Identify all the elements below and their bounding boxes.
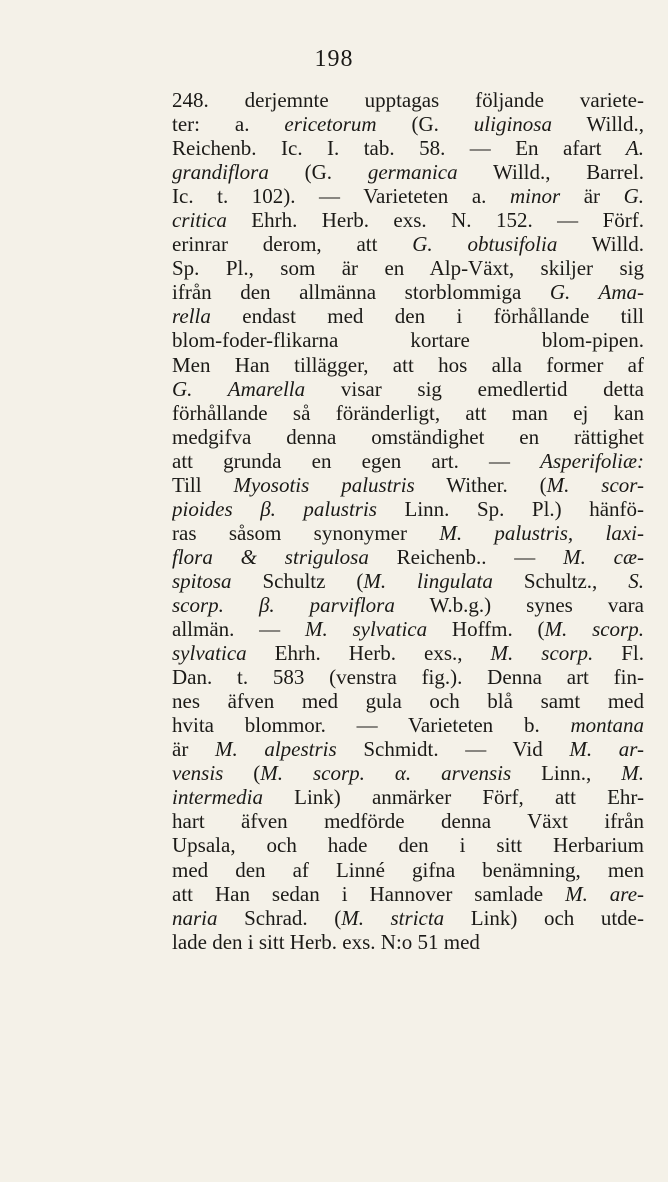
italic-segment: G. obtusifolia — [412, 232, 558, 257]
italic-segment: pioides β. palustris — [172, 496, 377, 521]
italic-segment: vensis — [172, 761, 224, 786]
text-line — [172, 328, 644, 352]
text-segment: Link) och utde- — [444, 905, 644, 930]
text-line — [172, 785, 644, 809]
text-line — [172, 641, 644, 665]
italic-segment: scorp. β. parviflora — [172, 592, 395, 617]
italic-segment: naria — [172, 905, 218, 930]
italic-segment: M. stricta — [341, 905, 445, 930]
text-segment: att Han sedan i Hannover samlade — [172, 881, 566, 906]
text-line — [172, 833, 644, 857]
text-segment: blom-foder-flikarna kortare blom-pipen. — [172, 328, 644, 353]
italic-segment: rella — [172, 304, 211, 329]
text-segment: ifrån den allmänna storblommiga — [172, 280, 550, 305]
text-segment: erinrar derom, att — [172, 232, 413, 257]
body-text — [172, 88, 644, 954]
text-line — [172, 521, 644, 545]
text-segment: hvita blommor. — Varieteten b. — [172, 713, 571, 738]
text-line — [172, 304, 644, 328]
text-line — [172, 280, 644, 304]
italic-segment: G. — [623, 184, 644, 209]
text-segment: Till — [172, 472, 234, 497]
text-line — [172, 353, 644, 377]
text-line — [172, 882, 644, 906]
italic-segment: flora & strigulosa — [172, 544, 369, 569]
text-segment: Schmidt. — Vid — [336, 737, 570, 762]
text-line — [172, 377, 644, 401]
text-segment: ras såsom synonymer — [172, 520, 440, 545]
italic-segment: M. scorp. — [544, 617, 644, 642]
text-segment: Schultz., — [492, 568, 629, 593]
italic-segment: M. alpestris — [214, 737, 337, 762]
text-segment: Fl. — [593, 641, 644, 666]
text-segment: ter: a. — [172, 112, 285, 137]
text-line — [172, 809, 644, 833]
text-line — [172, 473, 644, 497]
italic-segment: Asperifoliæ: — [540, 448, 644, 473]
text-line — [172, 689, 644, 713]
text-segment: Ehrh. Herb. exs., — [246, 641, 491, 666]
italic-segment: M. scorp. — [490, 641, 594, 666]
text-line — [172, 232, 644, 256]
text-segment: 248. derjemnte upptagas följande variete- — [172, 88, 644, 112]
italic-segment: minor — [509, 184, 561, 209]
text-segment: nes äfven med gula och blå samt med — [172, 689, 644, 714]
text-line — [172, 761, 644, 785]
italic-segment: M. ar- — [569, 737, 644, 762]
text-segment: Willd. — [557, 232, 644, 257]
text-segment: Link) anmärker Förf, att Ehr- — [262, 785, 644, 810]
italic-segment: G. Ama- — [549, 280, 644, 305]
text-segment: W.b.g.) synes vara — [394, 592, 644, 617]
text-segment: Schultz ( — [231, 568, 364, 593]
text-segment: Schrad. ( — [217, 905, 342, 930]
italic-segment: spitosa — [172, 568, 232, 593]
text-line — [172, 136, 644, 160]
text-line — [172, 256, 644, 280]
text-line — [172, 713, 644, 737]
italic-segment: M. scorp. α. arvensis — [260, 761, 512, 786]
text-segment: Linn., — [511, 761, 622, 786]
text-segment: Ic. t. 102). — Varieteten a. — [172, 184, 510, 209]
text-segment: Men Han tillägger, att hos alla former af — [172, 352, 644, 377]
text-segment: (G. — [268, 160, 368, 185]
text-segment: med den af Linné gifna benämning, men — [172, 857, 644, 882]
italic-segment: G. Amarella — [172, 376, 306, 401]
italic-segment: Myosotis palustris — [233, 472, 415, 497]
text-line — [172, 665, 644, 689]
text-segment: Reichenb. Ic. I. tab. 58. — En afart — [172, 136, 626, 161]
italic-segment: A. — [625, 136, 644, 161]
text-segment: är — [560, 184, 624, 209]
text-segment: Linn. Sp. Pl.) hänfö- — [376, 496, 644, 521]
italic-segment: montana — [570, 713, 644, 738]
text-segment: Sp. Pl., som är en Alp-Växt, skiljer sig — [172, 256, 644, 281]
text-line — [172, 858, 644, 882]
italic-segment: sylvatica — [172, 641, 247, 666]
text-segment: att grunda en egen art. — — [172, 448, 541, 473]
text-segment: Upsala, och hade den i sitt Herbarium — [172, 833, 644, 858]
text-line — [172, 112, 644, 136]
italic-segment: M. sylvatica — [304, 617, 428, 642]
italic-segment: S. — [628, 568, 644, 593]
text-segment: Willd., — [551, 112, 644, 137]
text-line — [172, 497, 644, 521]
text-segment: är — [172, 737, 215, 762]
text-line — [172, 930, 644, 954]
text-segment: Hoffm. ( — [427, 617, 545, 642]
text-line — [172, 160, 644, 184]
text-segment: lade den i sitt Herb. exs. N:o 51 med — [172, 929, 480, 954]
italic-segment: M. — [621, 761, 644, 786]
text-segment: medgifva denna omständighet en rättighet — [172, 424, 644, 449]
text-segment: Wither. ( — [414, 472, 547, 497]
text-segment: visar sig emedlertid detta — [305, 376, 644, 401]
text-segment: Dan. t. 583 (venstra fig.). Denna art fin- — [172, 665, 644, 690]
text-line — [172, 545, 644, 569]
italic-segment: M. lingulata — [363, 568, 493, 593]
italic-segment: M. scor- — [546, 472, 644, 497]
italic-segment: critica — [172, 208, 227, 233]
text-segment: förhållande så föränderligt, att man ej kan — [172, 400, 644, 425]
text-segment: (G. — [376, 112, 474, 137]
text-line — [172, 906, 644, 930]
page-number: 198 — [314, 46, 354, 72]
text-segment: Willd., Barrel. — [457, 160, 644, 185]
italic-segment: germanica — [367, 160, 458, 185]
text-segment: allmän. — — [172, 617, 305, 642]
text-line — [172, 184, 644, 208]
text-line — [172, 208, 644, 232]
text-line — [172, 593, 644, 617]
italic-segment: grandiflora — [172, 160, 269, 185]
italic-segment: M. cæ- — [563, 544, 644, 569]
text-segment: endast med den i förhållande till — [210, 304, 644, 329]
text-segment: ( — [223, 761, 261, 786]
text-line — [172, 88, 644, 112]
italic-segment: M. palustris, laxi- — [439, 520, 644, 545]
text-line — [172, 425, 644, 449]
italic-segment: ericetorum — [284, 112, 377, 137]
text-line — [172, 737, 644, 761]
text-line — [172, 401, 644, 425]
text-line — [172, 617, 644, 641]
text-segment: hart äfven medförde denna Växt ifrån — [172, 809, 644, 834]
text-segment: Ehrh. Herb. exs. N. 152. — Förf. — [226, 208, 644, 233]
text-line — [172, 569, 644, 593]
text-segment: Reichenb.. — — [368, 544, 564, 569]
italic-segment: M. are- — [565, 881, 644, 906]
italic-segment: uliginosa — [473, 112, 552, 137]
text-line — [172, 449, 644, 473]
italic-segment: intermedia — [172, 785, 263, 810]
